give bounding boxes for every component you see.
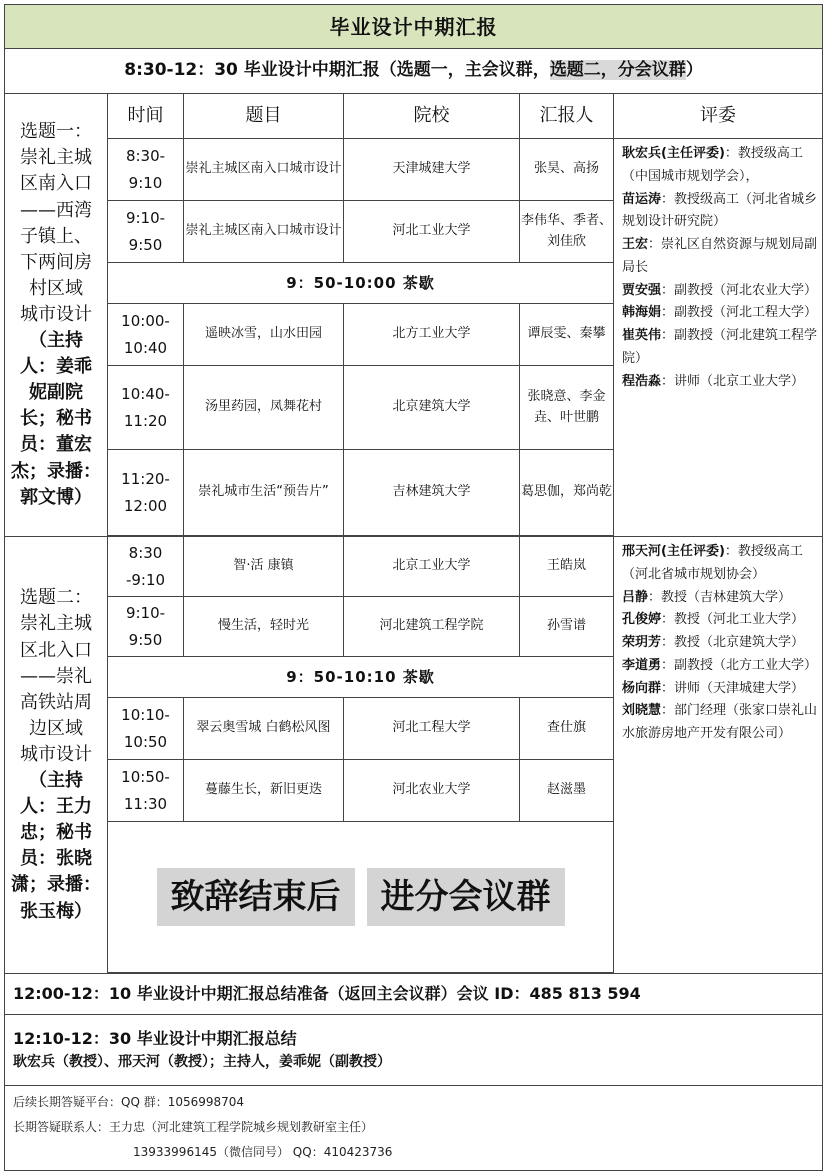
subtitle-highlight: 选题二，分会议群	[549, 60, 686, 81]
judge-entry	[622, 280, 818, 303]
judge-entry	[622, 700, 818, 746]
summary-row	[5, 1015, 823, 1086]
group2-host-line: （主持	[29, 770, 83, 792]
judge-entry	[622, 325, 818, 371]
school-cell: 河北工业大学	[344, 201, 520, 263]
school-cell: 北京建筑大学	[344, 366, 520, 450]
time-cell: 9:10- 9:50	[108, 597, 184, 657]
header-judges: 评委	[614, 94, 823, 139]
judge-desc: ：副教授（河北农业大学）	[661, 282, 818, 298]
group2-host-line: 员：张晓	[20, 848, 92, 870]
judge-name: 崔英伟	[622, 328, 662, 343]
group1-topic-line: 城市设计	[20, 303, 92, 325]
group1-topic-line: 区南入口	[20, 173, 92, 195]
judge-desc: ：部门经理（张家口崇礼山水旅游房地产开发有限公司）	[622, 703, 818, 741]
group1-host-line: 郭文博）	[20, 486, 92, 508]
group2-host-line: 人：王力	[20, 796, 92, 818]
group1-topic-line: 选题一：	[20, 121, 92, 143]
judge-entry	[622, 587, 818, 610]
presenter-cell: 查仕旗	[520, 698, 614, 760]
header-school: 院校	[344, 94, 520, 139]
presenter-cell: 张昊、高扬	[520, 139, 614, 201]
judge-entry	[622, 609, 818, 632]
schedule-table	[4, 4, 823, 1171]
judge-name: 杨向群	[622, 680, 662, 696]
footer-contact	[5, 1086, 823, 1171]
judge-entry	[622, 189, 818, 235]
time-cell: 10:50- 11:30	[108, 760, 184, 822]
group2-topic-line: 边区域	[29, 717, 83, 739]
judge-entry	[622, 302, 818, 325]
group2-host-text	[7, 768, 105, 925]
judge-desc: ：副教授（河北建筑工程学院）	[622, 328, 818, 366]
group2-host-line: 潇；录播：	[11, 874, 101, 896]
header-presenter: 汇报人	[520, 94, 614, 139]
judge-entry	[622, 632, 818, 655]
group1-host-line: 长；秘书	[20, 408, 92, 430]
group2-topic-text	[7, 585, 105, 768]
time-cell: 11:20- 12:00	[108, 450, 184, 536]
school-cell: 河北工程大学	[344, 698, 520, 760]
judge-entry	[622, 541, 818, 587]
judge-entry	[622, 143, 818, 189]
school-cell: 天津城建大学	[344, 139, 520, 201]
judge-desc: ：讲师（天津城建大学）	[661, 680, 805, 696]
judge-name: 贾安强	[622, 282, 662, 298]
judge-name: 吕静	[622, 589, 649, 605]
title-cell: 崇礼主城区南入口城市设计	[184, 201, 344, 263]
group1-topic-line: 下两间房	[20, 251, 92, 273]
group1-topic-cell	[5, 94, 108, 537]
judge-entry	[622, 678, 818, 701]
page-title: 毕业设计中期汇报	[5, 5, 823, 49]
presenter-cell: 张晓意、李金垚、叶世鹏	[520, 366, 614, 450]
time-cell: 9:10- 9:50	[108, 201, 184, 263]
judge-desc: ：教授级高工（河北省城市规划协会）	[622, 544, 803, 582]
judge-name: 耿宏兵(主任评委)	[622, 146, 725, 161]
title-cell: 遥映冰雪，山水田园	[184, 304, 344, 366]
group1-topic-line: 崇礼主城	[20, 147, 92, 169]
group1-host-line: 杰；录播：	[11, 460, 101, 482]
group2-judges	[614, 537, 823, 974]
judge-name: 苗运涛	[622, 191, 662, 207]
judge-desc: ：教授（北京建筑大学）	[661, 635, 805, 650]
group1-host-text	[7, 328, 105, 511]
title-cell: 翠云奥雪城 白鹤松风图	[184, 698, 344, 760]
group1-host-line: 人：姜乖	[20, 356, 92, 378]
title-cell: 智·活 康镇	[184, 537, 344, 597]
group2-topic-line: 高铁站周	[20, 691, 92, 713]
judge-desc: ：教授（河北工业大学）	[661, 612, 805, 628]
presenter-cell: 李伟华、季者、刘佳欣	[520, 201, 614, 263]
judge-entry	[622, 655, 818, 678]
tea-break-2: 9：50-10:10 茶歇	[108, 657, 614, 698]
group1-host-line: 员：董宏	[20, 434, 92, 456]
group1-topic-text	[7, 119, 105, 328]
judge-desc: ：副教授（北方工业大学）	[661, 657, 818, 673]
judge-desc: ：讲师（北京工业大学）	[661, 373, 805, 389]
footer-line-2: 长期答疑联系人：王力忠（河北建筑工程学院城乡规划教研室主任）	[13, 1120, 374, 1135]
header-topic: 题目	[184, 94, 344, 139]
tea-break-1: 9：50-10:00 茶歇	[108, 263, 614, 304]
judge-name: 荣玥芳	[622, 635, 662, 650]
judge-desc: ：教授级高工（河北省城乡规划设计研究院）	[622, 191, 818, 230]
school-cell: 河北建筑工程学院	[344, 597, 520, 657]
judge-desc: ：教授（吉林建筑大学）	[648, 589, 792, 605]
group1-topic-line: ——西湾	[20, 199, 92, 221]
presenter-cell: 孙雪谱	[520, 597, 614, 657]
presenter-cell: 葛思伽，郑尚乾	[520, 450, 614, 536]
group1-judges	[614, 139, 823, 537]
group1-host-line: 妮副院	[29, 382, 83, 404]
table-row	[5, 537, 823, 597]
presenter-cell: 谭辰雯、秦攀	[520, 304, 614, 366]
footer-line-1: 后续长期答疑平台：QQ 群：1056998704	[13, 1095, 245, 1109]
group1-host-line: （主持	[29, 330, 83, 352]
group2-topic-cell	[5, 537, 108, 974]
group2-topic-line: 城市设计	[20, 743, 92, 765]
time-cell: 10:10- 10:50	[108, 698, 184, 760]
notice-part-a: 致辞结束后	[157, 868, 355, 926]
judge-name: 程浩淼	[622, 373, 662, 389]
subtitle-part-a: 8:30-12：30 毕业设计中期汇报（选题一，主会议群，	[124, 60, 550, 81]
footer-line-3: 13933996145（微信同号） QQ：410423736	[133, 1145, 393, 1160]
judge-name: 李道勇	[622, 657, 662, 673]
group2-host-line: 张玉梅）	[20, 900, 92, 922]
title-cell: 崇礼城市生活“预告片”	[184, 450, 344, 536]
subtitle-part-c: ）	[685, 60, 703, 81]
judge-name: 刘晓慧	[622, 703, 662, 719]
judge-entry	[622, 234, 818, 280]
session-subtitle	[5, 49, 823, 94]
title-cell: 慢生活，轻时光	[184, 597, 344, 657]
group2-host-line: 忠；秘书	[20, 822, 92, 844]
subgroup-notice	[108, 822, 614, 973]
school-cell: 北京工业大学	[344, 537, 520, 597]
judge-desc: ：教授级高工（中国城市规划学会），	[622, 146, 803, 184]
time-cell: 8:30- 9:10	[108, 139, 184, 201]
school-cell: 河北农业大学	[344, 760, 520, 822]
judge-desc: ：副教授（河北工程大学）	[661, 305, 818, 321]
notice-part-b: 进分会议群	[367, 868, 565, 926]
header-time: 时间	[108, 94, 184, 139]
group2-topic-line: 选题二：	[20, 587, 92, 609]
table-row	[5, 139, 823, 201]
title-cell: 蔓藤生长，新旧更迭	[184, 760, 344, 822]
group1-topic-line: 村区域	[29, 277, 83, 299]
judge-entry	[622, 371, 818, 394]
school-cell: 吉林建筑大学	[344, 450, 520, 536]
presenter-cell: 王皓岚	[520, 537, 614, 597]
judge-desc: ：崇礼区自然资源与规划局副局长	[622, 237, 818, 275]
title-cell: 汤里药园，凤舞花村	[184, 366, 344, 450]
time-cell: 10:00- 10:40	[108, 304, 184, 366]
group2-topic-line: ——崇礼	[20, 665, 92, 687]
group1-topic-line: 子镇上、	[20, 225, 92, 247]
judge-name: 孔俊婷	[622, 612, 662, 628]
time-cell: 10:40- 11:20	[108, 366, 184, 450]
judge-name: 邢天河(主任评委)	[622, 544, 725, 559]
summary-line-2: 耿宏兵（教授）、邢天河（教授）；主持人，姜乖妮（副教授）	[13, 1053, 391, 1070]
presenter-cell: 赵滋墨	[520, 760, 614, 822]
judge-name: 韩海娟	[622, 305, 662, 321]
summary-line-1: 12:10-12：30 毕业设计中期汇报总结	[13, 1028, 297, 1048]
group2-topic-line: 区北入口	[20, 639, 92, 661]
time-cell: 8:30 -9:10	[108, 537, 184, 597]
school-cell: 北方工业大学	[344, 304, 520, 366]
summary-prep-row: 12:00-12：10 毕业设计中期汇报总结准备（返回主会议群）会议 ID：485 813 594	[5, 974, 823, 1015]
group2-topic-line: 崇礼主城	[20, 613, 92, 635]
judge-name: 王宏	[622, 237, 649, 252]
title-cell: 崇礼主城区南入口城市设计	[184, 139, 344, 201]
